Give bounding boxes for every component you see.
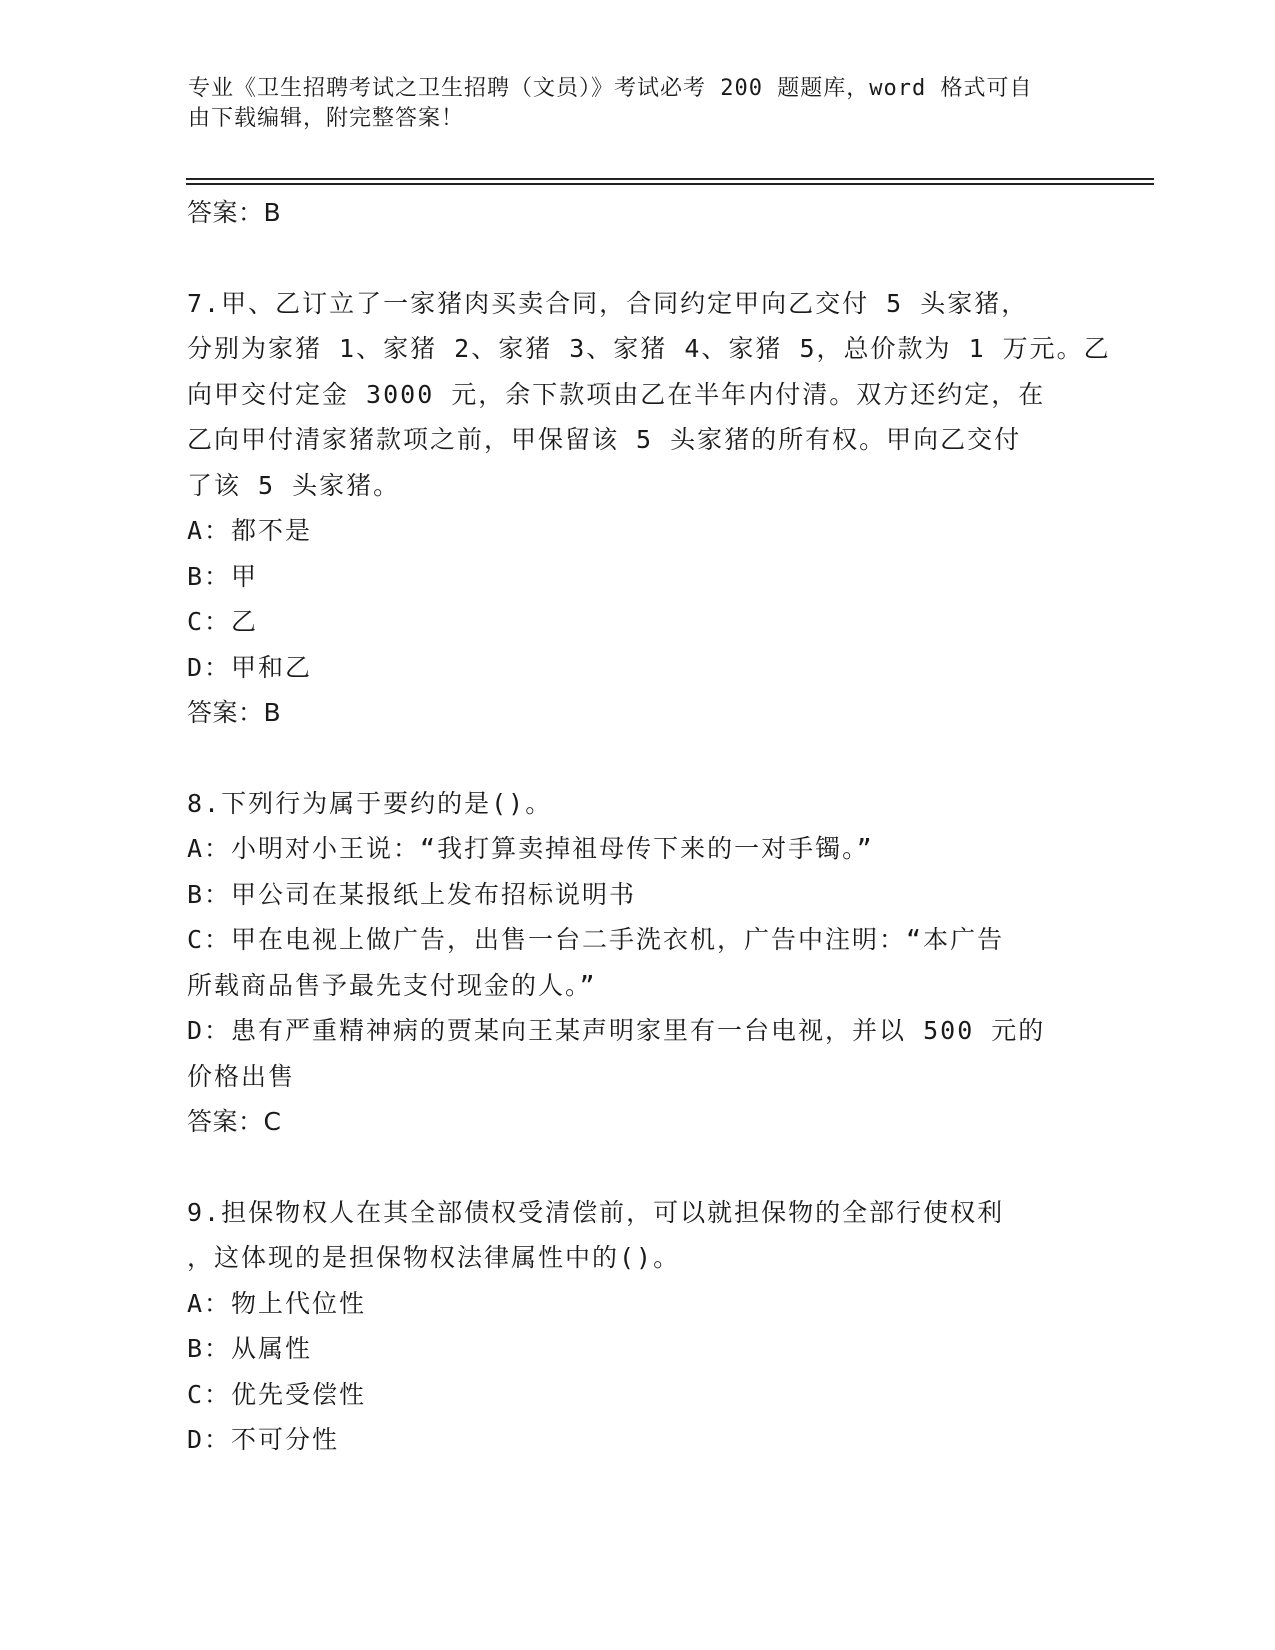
option-a: A：小明对小王说：“我打算卖掉祖母传下来的一对手镯。” (187, 834, 874, 863)
question-stem-line: 分别为家猪 1、家猪 2、家猪 3、家猪 4、家猪 5，总价款为 1 万元。乙 (187, 334, 1111, 363)
option-c: C：甲在电视上做广告，出售一台二手洗衣机，广告中注明：“本广告 (187, 925, 1005, 954)
option-b: B：甲公司在某报纸上发布招标说明书 (187, 879, 637, 909)
question-stem-line: 9.担保物权人在其全部债权受清偿前，可以就担保物的全部行使权利 (187, 1197, 1005, 1227)
header-rule-top (186, 178, 1154, 180)
question-stem-line: 向甲交付定金 3000 元，余下款项由乙在半年内付清。双方还约定，在 (187, 379, 1046, 409)
option-d-continued: 价格出售 (187, 1061, 296, 1091)
answer-line: 答案：B (187, 698, 282, 727)
option-c-continued: 所载商品售予最先支付现金的人。” (187, 970, 597, 1000)
document-header (188, 74, 1068, 134)
answer-line: 答案：B (187, 198, 282, 227)
question-block-7 (187, 281, 1111, 736)
header-line-2: 由下载编辑，附完整答案！ (188, 106, 465, 131)
option-d: D：不可分性 (187, 1425, 340, 1454)
question-stem-line: 8.下列行为属于要约的是()。 (187, 788, 553, 818)
question-stem-line: 7.甲、乙订立了一家猪肉买卖合同，合同约定甲向乙交付 5 头家猪， (187, 288, 1029, 318)
question-stem-line: ，这体现的是担保物权法律属性中的()。 (187, 1243, 681, 1272)
spacer (187, 1145, 1087, 1190)
option-d: D：甲和乙 (187, 652, 313, 682)
option-b: B：从属性 (187, 1334, 313, 1363)
option-d: D：患有严重精神病的贾某向王某声明家里有一台电视，并以 500 元的 (187, 1016, 1046, 1045)
question-stem-line: 乙向甲付清家猪款项之前，甲保留该 5 头家猪的所有权。甲向乙交付 (187, 425, 1022, 454)
question-block-6 (187, 190, 1087, 236)
spacer (187, 236, 1087, 281)
option-b: B：甲 (187, 561, 259, 591)
option-c: C：乙 (187, 607, 259, 636)
option-c: C：优先受偿性 (187, 1379, 367, 1409)
spacer (187, 736, 1087, 781)
question-content (187, 190, 1111, 1463)
option-a: A：都不是 (187, 516, 313, 545)
question-block-9 (187, 1190, 1087, 1463)
option-a: A：物上代位性 (187, 1288, 367, 1318)
question-stem-line: 了该 5 头家猪。 (187, 470, 401, 500)
header-line-1: 专业《卫生招聘考试之卫生招聘（文员）》考试必考 200 题题库，word 格式可自 (188, 76, 1033, 101)
answer-line: 答案：C (187, 1107, 282, 1136)
question-block-8 (187, 781, 1087, 1145)
header-rule-bottom (186, 183, 1154, 185)
